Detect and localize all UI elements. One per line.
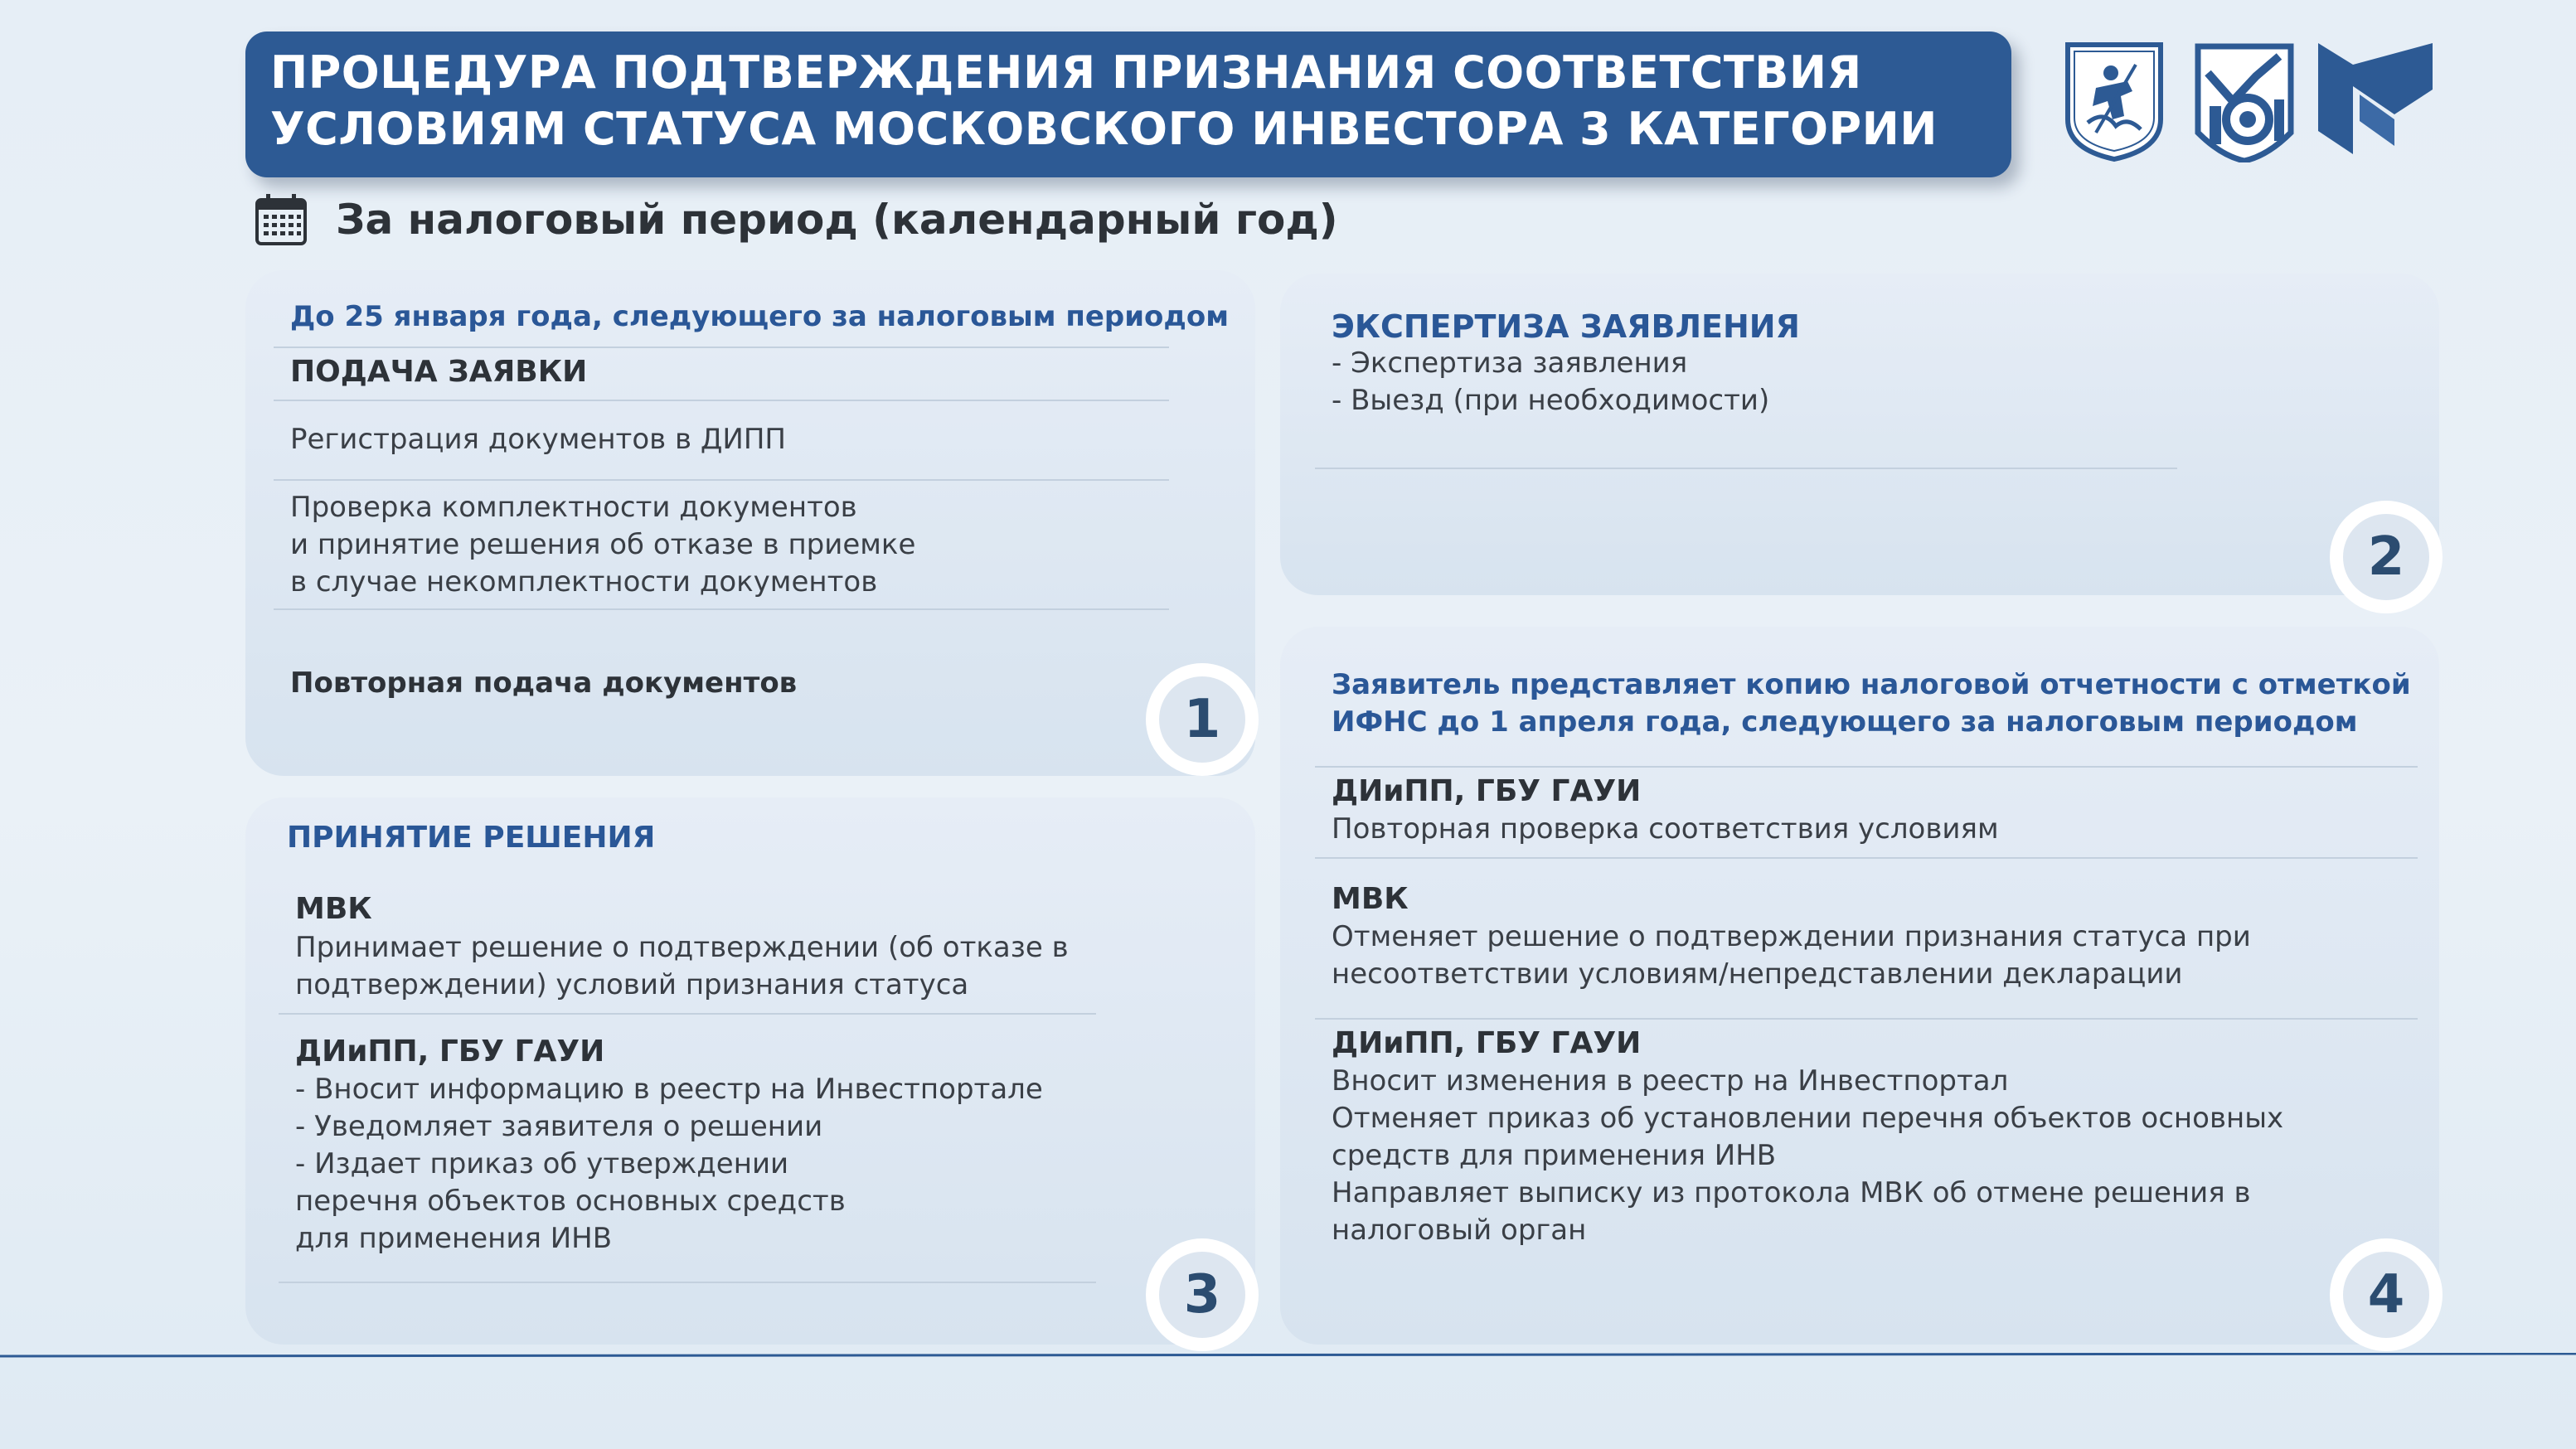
card4-block3-line2: Отменяет приказ об установлении перечня объектов основных xyxy=(1332,1102,2284,1135)
card-reconfirmation xyxy=(1280,627,2439,1345)
card1-item-resubmission: Повторная подача документов xyxy=(290,666,798,700)
divider xyxy=(274,608,1169,610)
card3-block1-title: МВК xyxy=(295,892,372,926)
step-number-2: 2 xyxy=(2330,501,2443,613)
divider xyxy=(1315,766,2418,768)
divider xyxy=(274,346,1169,348)
card3-block2-line5: для применения ИНВ xyxy=(295,1222,613,1255)
card1-item-check-line3: в случае некомплектности документов xyxy=(290,565,878,598)
card1-item-check-line2: и принятие решения об отказе в приемке xyxy=(290,528,916,561)
card1-item-registration: Регистрация документов в ДИПП xyxy=(290,423,786,456)
card-decision xyxy=(245,797,1255,1345)
step-number-1: 1 xyxy=(1146,663,1259,776)
card4-block1-title: ДИиПП, ГБУ ГАУИ xyxy=(1332,774,1642,808)
card-expertise xyxy=(1280,274,2439,595)
title-line-2: УСЛОВИЯМ СТАТУСА МОСКОВСКОГО ИНВЕСТОРА 3 КАТЕГОРИИ xyxy=(270,103,1938,155)
card4-block3-line3: средств для применения ИНВ xyxy=(1332,1139,1777,1172)
step-number-3: 3 xyxy=(1146,1238,1259,1351)
period-subtitle: За налоговый период (календарный год) xyxy=(336,196,1338,244)
card3-block2-title: ДИиПП, ГБУ ГАУИ xyxy=(295,1035,605,1069)
card3-block1-line2: подтверждении) условий признания статуса xyxy=(295,968,969,1001)
title-line-1: ПРОЦЕДУРА ПОДТВЕРЖДЕНИЯ ПРИЗНАНИЯ СООТВЕТСТВИЯ xyxy=(270,46,1862,99)
card4-block3-line4: Направляет выписку из протокола МВК об отмене решения в xyxy=(1332,1176,2251,1209)
card2-line1: - Экспертиза заявления xyxy=(1332,346,1688,380)
calendar-icon xyxy=(254,192,308,247)
card1-heading: ПОДАЧА ЗАЯВКИ xyxy=(290,355,588,389)
divider xyxy=(274,479,1169,481)
bottom-divider-line xyxy=(0,1353,2576,1358)
step-number-4: 4 xyxy=(2330,1238,2443,1351)
divider xyxy=(1315,468,2177,469)
card3-block1-line1: Принимает решение о подтверждении (об отказе в xyxy=(295,931,1069,964)
card4-heading-line2: ИФНС до 1 апреля года, следующего за налоговым периодом xyxy=(1332,705,2358,739)
divider xyxy=(1315,857,2418,859)
card4-block1-line1: Повторная проверка соответствия условиям xyxy=(1332,812,1999,846)
card-submission xyxy=(245,270,1255,776)
divider xyxy=(274,400,1169,401)
card1-deadline: До 25 января года, следующего за налоговым периодом xyxy=(290,300,1230,333)
card3-block2-line1: - Вносит информацию в реестр на Инвестпортале xyxy=(295,1073,1043,1106)
moscow-coat-of-arms-icon xyxy=(2063,40,2166,162)
card3-block2-line4: перечня объектов основных средств xyxy=(295,1185,846,1218)
card3-block2-line3: - Издает приказ об утверждении xyxy=(295,1147,789,1180)
m-logo-icon xyxy=(2315,40,2436,158)
card4-block2-title: МВК xyxy=(1332,882,1409,916)
card1-item-check-line1: Проверка комплектности документов xyxy=(290,491,857,524)
card4-block2-line1: Отменяет решение о подтверждении признания статуса при xyxy=(1332,920,2251,953)
title-banner xyxy=(245,32,2011,177)
card4-block3-line5: налоговый орган xyxy=(1332,1214,1587,1247)
divider xyxy=(279,1013,1096,1015)
divider xyxy=(279,1282,1096,1283)
card4-heading-line1: Заявитель представляет копию налоговой отчетности с отметкой xyxy=(1332,668,2411,701)
card3-heading: ПРИНЯТИЕ РЕШЕНИЯ xyxy=(287,821,656,855)
card3-block2-line2: - Уведомляет заявителя о решении xyxy=(295,1110,823,1143)
divider xyxy=(1315,1018,2418,1020)
card4-block3-title: ДИиПП, ГБУ ГАУИ xyxy=(1332,1026,1642,1060)
card4-block2-line2: несоответствии условиям/непредставлении декларации xyxy=(1332,957,2183,991)
card2-line2: - Выезд (при необходимости) xyxy=(1332,384,1770,417)
card2-heading: ЭКСПЕРТИЗА ЗАЯВЛЕНИЯ xyxy=(1332,308,1800,345)
card4-block3-line1: Вносит изменения в реестр на Инвестпортал xyxy=(1332,1064,2009,1098)
building-gear-logo-icon xyxy=(2193,40,2296,162)
